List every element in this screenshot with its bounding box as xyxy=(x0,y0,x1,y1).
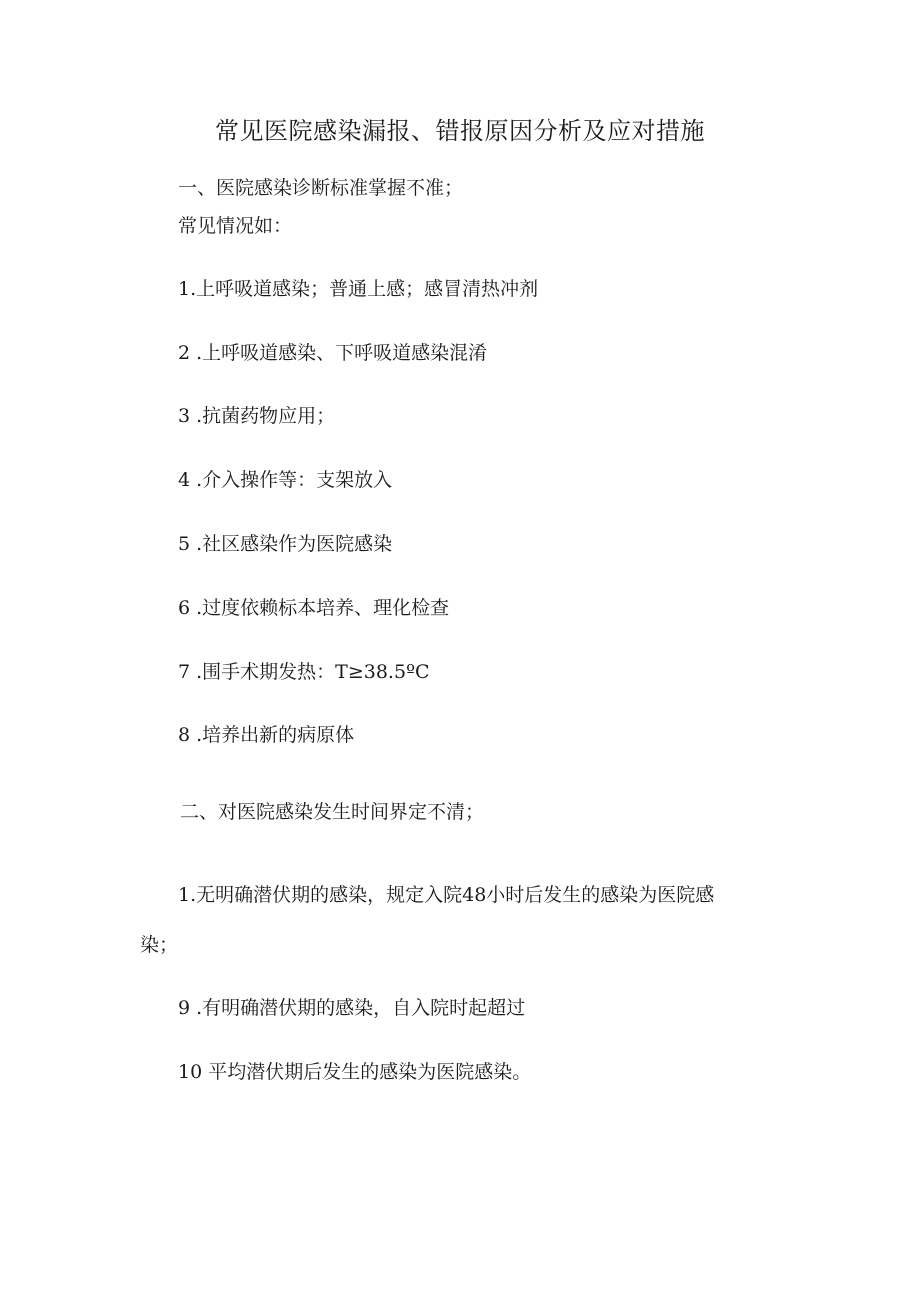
list-item: 1.无明确潜伏期的感染，规定入院48小时后发生的感染为医院感 xyxy=(178,884,715,906)
list-item: 4 .介入操作等：支架放入 xyxy=(178,469,393,491)
list-item-continuation: 染； xyxy=(140,934,179,956)
list-item: 9 .有明确潜伏期的感染，自入院时起超过 xyxy=(178,997,526,1019)
list-item: 6 .过度依赖标本培养、理化检查 xyxy=(178,597,450,619)
intro-text: 常见情况如： xyxy=(178,215,293,237)
section-heading-2: 二、对医院感染发生时间界定不清； xyxy=(180,801,485,823)
list-item: 5 .社区感染作为医院感染 xyxy=(178,533,393,555)
document-title: 常见医院感染漏报、错报原因分析及应对措施 xyxy=(215,117,705,145)
section-heading-1: 一、医院感染诊断标准掌握不准； xyxy=(178,177,464,199)
list-item: 10 平均潜伏期后发生的感染为医院感染。 xyxy=(178,1061,532,1083)
list-item: 8 .培养出新的病原体 xyxy=(178,724,355,746)
list-item: 3 .抗菌药物应用； xyxy=(178,405,336,427)
list-item: 7 .围手术期发热：T≥38.5ºC xyxy=(178,661,430,683)
list-item: 1.上呼吸道感染；普通上感；感冒清热冲剂 xyxy=(178,278,539,300)
list-item: 2 .上呼吸道感染、下呼吸道感染混淆 xyxy=(178,342,488,364)
